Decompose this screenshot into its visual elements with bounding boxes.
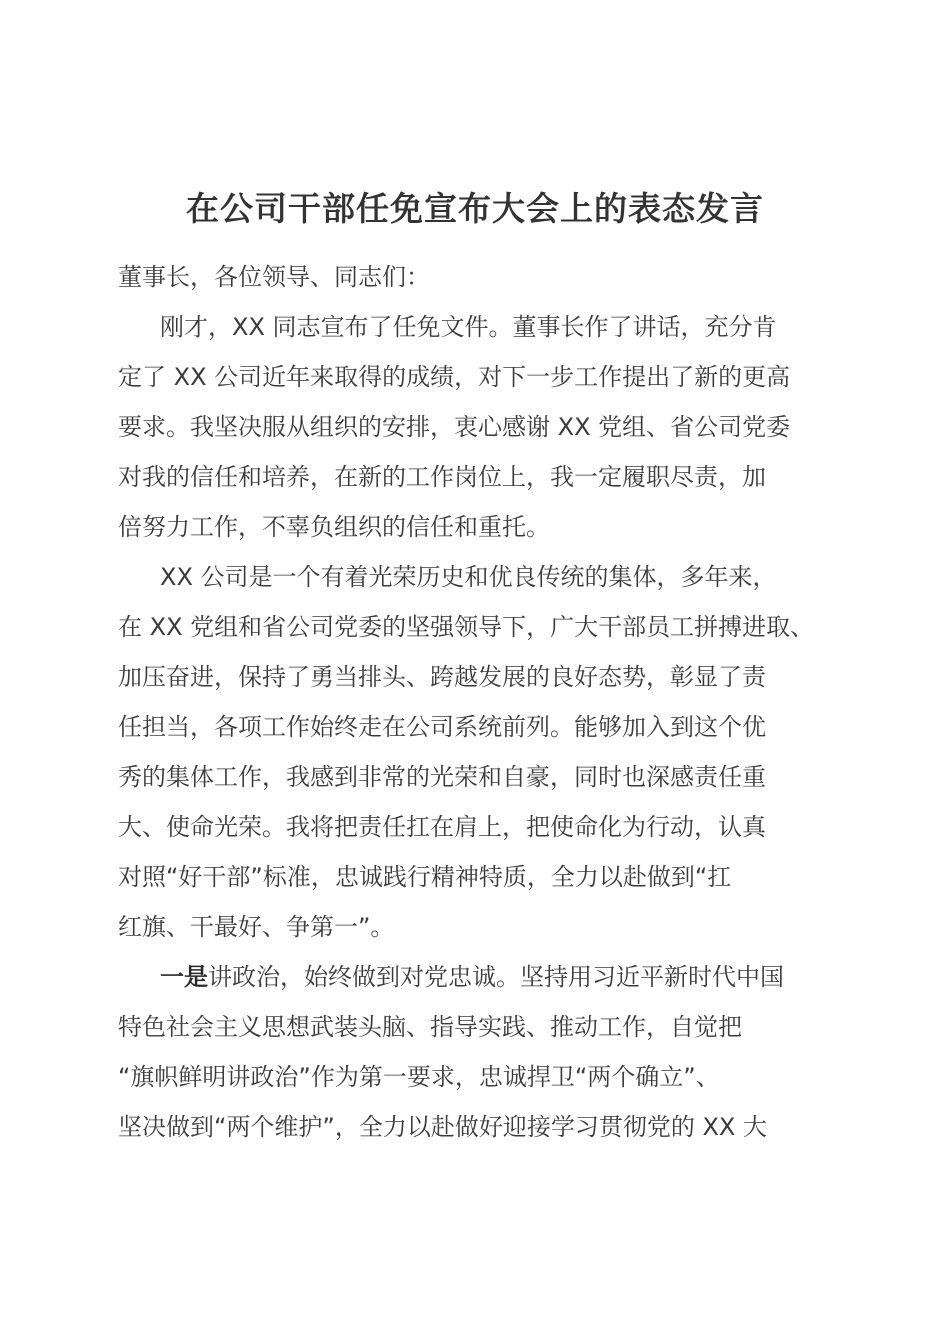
paragraph-line: 特色社会主义思想武装头脑、指导实践、推动工作，自觉把 xyxy=(118,1013,742,1041)
paragraph-line xyxy=(118,952,848,1002)
document-body xyxy=(118,252,848,1152)
paragraph-line: 倍努力工作，不辜负组织的信任和重托。 xyxy=(118,513,550,541)
paragraph-line: 秀的集体工作，我感到非常的光荣和自豪，同时也深感责任重 xyxy=(118,763,766,791)
paragraph-line: 定了 XX 公司近年来取得的成绩，对下一步工作提出了新的更高 xyxy=(118,363,791,391)
paragraph-line: 任担当，各项工作始终走在公司系统前列。能够加入到这个优 xyxy=(118,713,766,741)
paragraph-line: 在 XX 党组和省公司党委的坚强领导下，广大干部员工拼搏进取、 xyxy=(118,613,815,641)
paragraph-line: “旗帜鲜明讲政治”作为第一要求，忠诚捍卫“两个确立”、 xyxy=(118,1063,720,1091)
paragraph-line: XX 公司是一个有着光荣历史和优良传统的集体，多年来， xyxy=(160,563,777,591)
paragraph-line: 红旗、干最好、争第一”。 xyxy=(118,913,395,941)
paragraph-line-text: 讲政治，始终做到对党忠诚。坚持用习近平新时代中国 xyxy=(208,963,784,991)
paragraph-line: 大、使命光荣。我将把责任扛在肩上，把使命化为行动，认真 xyxy=(118,813,766,841)
paragraph-line: 要求。我坚决服从组织的安排，衷心感谢 XX 党组、省公司党委 xyxy=(118,413,791,441)
paragraph-line: 对照“好干部”标准，忠诚践行精神特质，全力以赴做到“扛 xyxy=(118,863,732,891)
document-title: 在公司干部任免宣布大会上的表态发言 xyxy=(186,189,764,228)
emphasis-prefix: 一是 xyxy=(160,963,208,991)
paragraph-line: 加压奋进，保持了勇当排头、跨越发展的良好态势，彰显了责 xyxy=(118,663,766,691)
paragraph-line: 对我的信任和培养，在新的工作岗位上，我一定履职尽责，加 xyxy=(118,463,766,491)
paragraph-line: 刚才，XX 同志宣布了任免文件。董事长作了讲话，充分肯 xyxy=(160,313,777,341)
paragraph-line: 坚决做到“两个维护”，全力以赴做好迎接学习贯彻党的 XX 大 xyxy=(118,1113,768,1141)
salutation-line: 董事长，各位领导、同志们： xyxy=(118,263,430,291)
